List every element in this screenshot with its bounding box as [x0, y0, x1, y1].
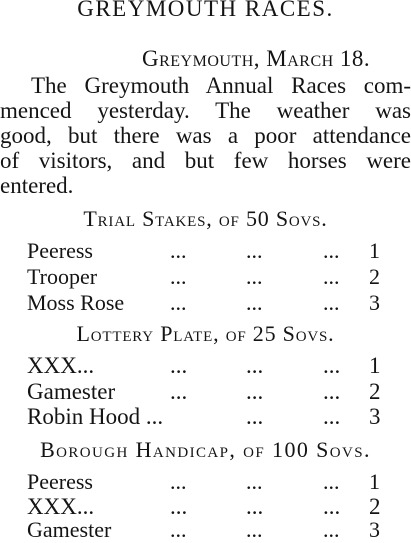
- article-body: [0, 73, 411, 198]
- horse-name: Gamester: [27, 379, 116, 404]
- body-line: of visitors, and but few horses were: [0, 148, 411, 173]
- leader-dots: ...: [246, 353, 264, 378]
- result-row: [0, 379, 411, 405]
- leader-dots: ...: [246, 517, 263, 542]
- result-row: [0, 290, 411, 316]
- leader-dots: ...: [323, 517, 340, 542]
- leader-dots: ...: [170, 517, 187, 542]
- result-row: [0, 469, 411, 495]
- placing: 1: [369, 469, 380, 494]
- leader-dots: ...: [246, 494, 264, 519]
- leader-dots: ...: [170, 379, 188, 404]
- placing: 1: [369, 353, 381, 378]
- leader-dots: ...: [246, 404, 264, 429]
- article-title: GREYMOUTH RACES.: [77, 0, 334, 21]
- leader-dots: ...: [323, 264, 340, 289]
- placing: 1: [369, 238, 380, 263]
- result-row: [0, 404, 411, 430]
- horse-name: Robin Hood ...: [27, 404, 164, 429]
- body-line: The Greymouth Annual Races com-: [31, 73, 411, 98]
- horse-name: Trooper: [27, 264, 98, 289]
- leader-dots: ...: [246, 238, 263, 263]
- leader-dots: ...: [170, 264, 187, 289]
- horse-name: Gamester: [27, 517, 112, 542]
- placing: 2: [369, 379, 381, 404]
- horse-name: XXX...: [27, 353, 95, 378]
- race-heading-lottery-plate: Lottery Plate, of 25 Sovs.: [76, 321, 335, 346]
- placing: 2: [369, 494, 381, 519]
- leader-dots: ...: [323, 379, 341, 404]
- result-row: [0, 264, 411, 290]
- leader-dots: ...: [246, 379, 264, 404]
- race-heading-borough-handicap: Borough Handicap, of 100 Sovs.: [40, 437, 371, 462]
- leader-dots: ...: [170, 238, 187, 263]
- placing: 3: [369, 290, 380, 315]
- leader-dots: ...: [170, 469, 187, 494]
- result-row: [0, 238, 411, 264]
- result-row: [0, 517, 411, 543]
- leader-dots: ...: [246, 469, 263, 494]
- placing: 3: [369, 517, 380, 542]
- body-line: good, but there was a poor attendance: [0, 123, 411, 148]
- leader-dots: ...: [323, 353, 341, 378]
- horse-name: Peeress: [27, 238, 93, 263]
- race-heading-trial-stakes: Trial Stakes, of 50 Sovs.: [83, 206, 328, 231]
- leader-dots: ...: [170, 353, 188, 378]
- leader-dots: ...: [170, 290, 187, 315]
- leader-dots: ...: [246, 290, 263, 315]
- leader-dots: ...: [323, 404, 341, 429]
- leader-dots: ...: [323, 469, 340, 494]
- placing: 2: [369, 264, 380, 289]
- placing: 3: [369, 404, 381, 429]
- leader-dots: ...: [323, 290, 340, 315]
- leader-dots: ...: [170, 494, 188, 519]
- dateline: Greymouth, March 18.: [142, 46, 371, 71]
- leader-dots: ...: [323, 494, 341, 519]
- horse-name: Peeress: [27, 469, 93, 494]
- result-row: [0, 353, 411, 379]
- leader-dots: ...: [323, 238, 340, 263]
- horse-name: Moss Rose: [27, 290, 125, 315]
- leader-dots: ...: [246, 264, 263, 289]
- horse-name: XXX...: [27, 494, 95, 519]
- body-line: entered.: [0, 173, 74, 198]
- body-line: menced yesterday. The weather was: [0, 98, 411, 123]
